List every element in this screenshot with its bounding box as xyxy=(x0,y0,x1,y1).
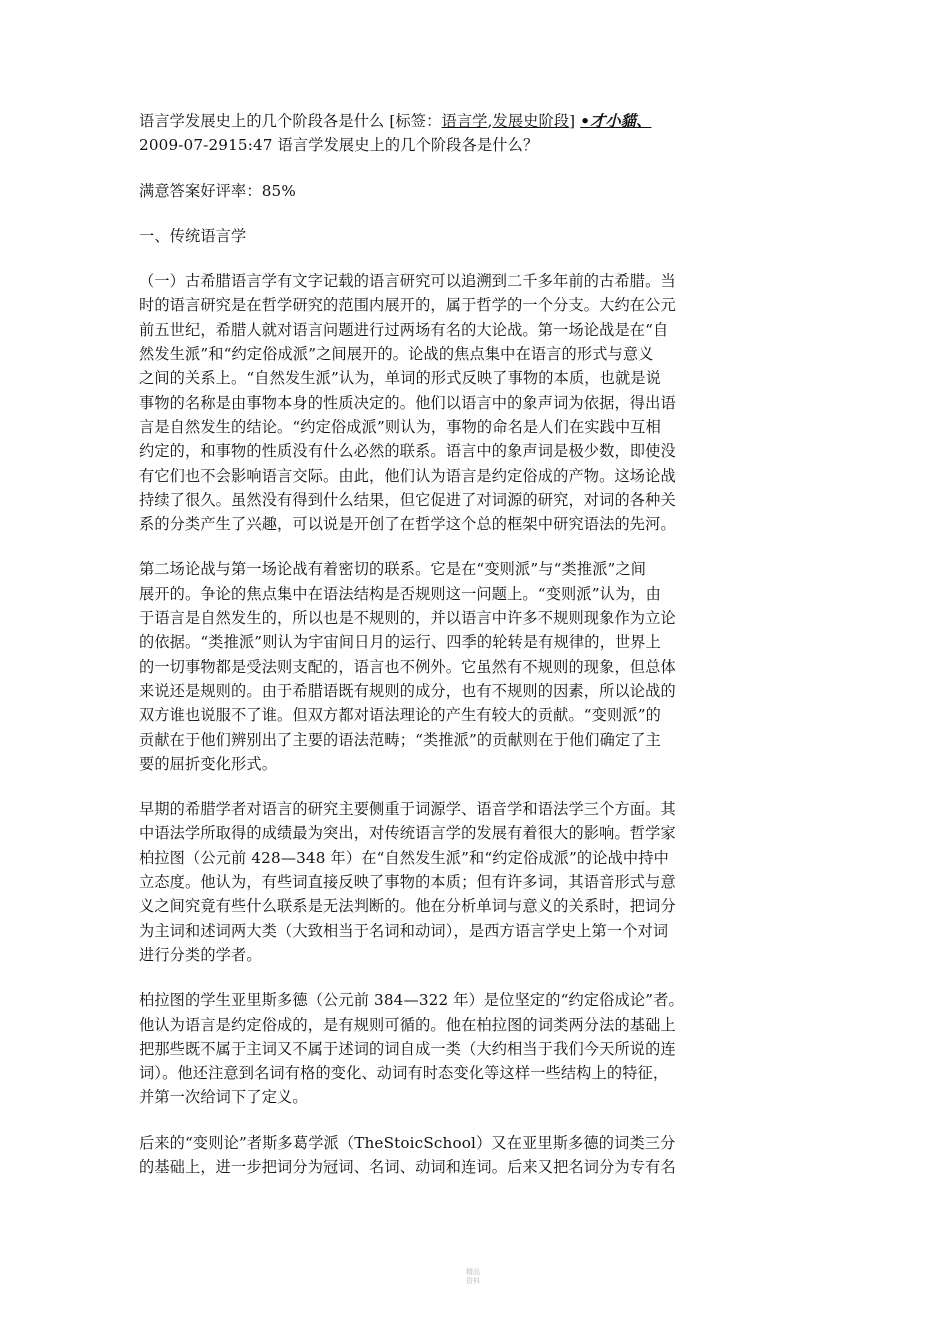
paragraph-1 xyxy=(139,269,819,536)
question-timestamp-line: 2009-07-2915:47 语言学发展史上的几个阶段各是什么？ xyxy=(139,136,539,155)
paragraph-line: 然发生派”和“约定俗成派”之间展开的。论战的焦点集中在语言的形式与意义 xyxy=(139,345,654,364)
paragraph-line: 的依据。“类推派”则认为宇宙间日月的运行、四季的轮转是有规律的，世界上 xyxy=(139,633,661,652)
paragraph-line: 词）。他还注意到名词有格的变化、动词有时态变化等这样一些结构上的特征， xyxy=(139,1064,669,1083)
paragraph-line: 于语言是自然发生的，所以也是不规则的，并以语言中许多不规则现象作为立论 xyxy=(139,609,676,628)
paragraph-line: 展开的。争论的焦点集中在语法结构是否规则这一问题上。“变则派”认为，由 xyxy=(139,584,661,603)
question-title-line xyxy=(139,109,819,133)
tag-link-linguistics[interactable]: 语言学 xyxy=(441,112,488,130)
watermark-line-1: 精品 xyxy=(466,1268,480,1276)
paragraph-line: 贡献在于他们辨别出了主要的语法范畴；“类推派”的贡献则在于他们确定了主 xyxy=(139,730,661,749)
paragraph-line: 言是自然发生的结论。“约定俗成派”则认为，事物的命名是人们在实践中互相 xyxy=(139,417,661,436)
paragraph-line: 的一切事物都是受法则支配的，语言也不例外。它虽然有不规则的现象，但总体 xyxy=(139,657,676,676)
question-title: 语言学发展史上的几个阶段各是什么 xyxy=(139,112,385,130)
watermark-line-2: 资料 xyxy=(466,1277,480,1285)
paragraph-line: 的基础上，进一步把词分为冠词、名词、动词和连词。后来又把名词分为专有名 xyxy=(139,1157,676,1176)
paragraph-line: 柏拉图的学生亚里斯多德（公元前 384—322 年）是位坚定的“约定俗成论”者。 xyxy=(139,991,684,1010)
paragraph-3 xyxy=(139,797,819,967)
tag-close: ] xyxy=(569,112,576,130)
paragraph-line: 早期的希腊学者对语言的研究主要侧重于词源学、语音学和语法学三个方面。其 xyxy=(139,800,676,819)
paragraph-line: 中语法学所取得的成绩最为突出，对传统语言学的发展有着很大的影响。哲学家 xyxy=(139,824,676,843)
paragraph-line: 来说还是规则的。由于希腊语既有规则的成分，也有不规则的因素，所以论战的 xyxy=(139,681,676,700)
paragraph-5 xyxy=(139,1131,819,1180)
question-header xyxy=(139,109,819,158)
paragraph-line: 后来的“变则论”者斯多葛学派（TheStoicSchool）又在亚里斯多德的词类三分 xyxy=(139,1133,676,1152)
paragraph-line: 有它们也不会影响语言交际。由此，他们认为语言是约定俗成的产物。这场论战 xyxy=(139,466,676,485)
watermark-footer xyxy=(458,1268,488,1286)
tag-separator: , xyxy=(487,112,493,130)
paragraph-4 xyxy=(139,988,819,1109)
paragraph-2 xyxy=(139,557,819,776)
paragraph-line: 之间的关系上。“自然发生派”认为，单词的形式反映了事物的本质，也就是说 xyxy=(139,369,661,388)
paragraph-line: 第二场论战与第一场论战有着密切的联系。它是在“变则派”与“类推派”之间 xyxy=(139,560,647,579)
paragraph-line: 要的屈折变化形式。 xyxy=(139,754,278,773)
author-link[interactable]: •才小貓、 xyxy=(580,112,652,130)
tag-open: [标签： xyxy=(389,112,442,130)
paragraph-line: 他认为语言是约定俗成的，是有规则可循的。他在柏拉图的词类两分法的基础上 xyxy=(139,1015,676,1034)
paragraph-line: 立态度。他认为，有些词直接反映了事物的本质；但有许多词，其语音形式与意 xyxy=(139,873,676,892)
paragraph-line: 前五世纪，希腊人就对语言问题进行过两场有名的大论战。第一场论战是在“自 xyxy=(139,320,669,339)
paragraph-line: 持续了很久。虽然没有得到什么结果，但它促进了对词源的研究，对词的各种关 xyxy=(139,490,676,509)
paragraph-line: 双方谁也说服不了谁。但双方都对语法理论的产生有较大的贡献。“变则派”的 xyxy=(139,706,661,725)
paragraph-line: 柏拉图（公元前 428—348 年）在“自然发生派”和“约定俗成派”的论战中持中 xyxy=(139,848,669,867)
tag-link-history-stages[interactable]: 发展史阶段 xyxy=(492,112,570,130)
paragraph-line: 并第一次给词下了定义。 xyxy=(139,1088,308,1107)
paragraph-line: 进行分类的学者。 xyxy=(139,945,262,964)
section-heading: 一、传统语言学 xyxy=(139,226,247,245)
paragraph-line: 把那些既不属于主词又不属于述词的词自成一类（大约相当于我们今天所说的连 xyxy=(139,1039,676,1058)
paragraph-line: 约定的，和事物的性质没有什么必然的联系。语言中的象声词是极少数，即使没 xyxy=(139,442,676,461)
rating-text: 满意答案好评率：85% xyxy=(139,181,296,200)
paragraph-line: 义之间究竟有些什么联系是无法判断的。他在分析单词与意义的关系时，把词分 xyxy=(139,897,676,916)
paragraph-line: 为主词和述词两大类（大致相当于名词和动词），是西方语言学史上第一个对词 xyxy=(139,921,669,940)
document-body xyxy=(139,109,819,1179)
paragraph-line: 时的语言研究是在哲学研究的范围内展开的，属于哲学的一个分支。大约在公元 xyxy=(139,296,676,315)
paragraph-line: 事物的名称是由事物本身的性质决定的。他们以语言中的象声词为依据，得出语 xyxy=(139,393,676,412)
paragraph-line: 系的分类产生了兴趣，可以说是开创了在哲学这个总的框架中研究语法的先河。 xyxy=(139,515,676,534)
paragraph-line: （一）古希腊语言学有文字记载的语言研究可以追溯到二千多年前的古希腊。当 xyxy=(139,272,676,291)
